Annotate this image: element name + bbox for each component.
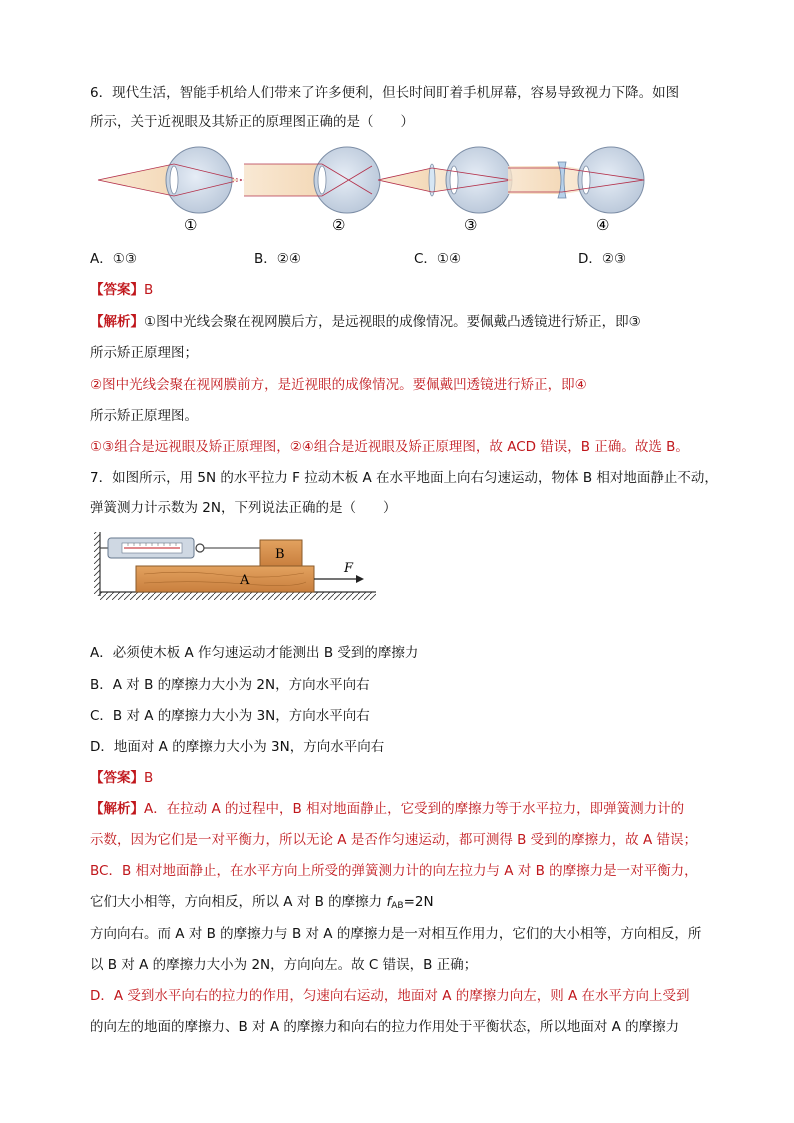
q6-option-c: C．①④ bbox=[414, 251, 462, 267]
q6-answer bbox=[90, 280, 710, 300]
eye-diagram-4 bbox=[508, 147, 644, 234]
q7-analysis-line4 bbox=[90, 892, 710, 916]
q7-analysis-label: 【解析】 bbox=[90, 801, 144, 817]
q7-friction-diagram bbox=[94, 528, 384, 608]
q7-analysis-line5: 方向向右。而 A 对 B 的摩擦力与 B 对 A 的摩擦力是一对相互作用力，它们的大小相等，方向相反，所 bbox=[90, 926, 702, 942]
q7-answer-value: B bbox=[144, 770, 154, 786]
q7-analysis-line4-pre: 它们大小相等，方向相反，所以 A 对 B 的摩擦力 bbox=[90, 894, 387, 910]
eye-diagram-4-label: ④ bbox=[596, 216, 610, 234]
block-b bbox=[260, 540, 302, 566]
q6-eye-diagrams bbox=[94, 142, 654, 238]
board-a-label: A bbox=[240, 573, 250, 588]
q7-option-c: C．B 对 A 的摩擦力大小为 3N，方向水平向右 bbox=[90, 708, 370, 724]
spring-scale bbox=[100, 538, 260, 558]
q6-answer-label: 【答案】 bbox=[90, 282, 144, 298]
q6-option-d: D．②③ bbox=[578, 251, 627, 267]
eye-diagram-3-label: ③ bbox=[464, 216, 478, 234]
q7-analysis-line6: 以 B 对 A 的摩擦力大小为 2N，方向向左。故 C 错误，B 正确； bbox=[90, 957, 478, 973]
force-label: F bbox=[344, 561, 354, 576]
q6-analysis-line1 bbox=[90, 312, 710, 332]
q7-analysis-line3: BC．B 相对地面静止，在水平方向上所受的弹簧测力计的向左拉力与 A 对 B 的摩擦力是一对平衡力， bbox=[90, 863, 698, 879]
ground bbox=[100, 592, 376, 600]
q6-analysis-line3: ②图中光线会聚在视网膜前方，是近视眼的成像情况。要佩戴凹透镜进行矫正，即④ bbox=[90, 377, 587, 393]
q7-stem-line2: 弹簧测力计示数为 2N，下列说法正确的是（ ） bbox=[90, 500, 397, 516]
q7-analysis-line4-post: =2N bbox=[403, 894, 434, 910]
q7-friction-subscript: AB bbox=[391, 901, 404, 911]
q6-analysis-line2: 所示矫正原理图； bbox=[90, 345, 198, 361]
eye-diagram-3 bbox=[378, 147, 512, 234]
force-arrow bbox=[314, 561, 364, 583]
q7-analysis-line2: 示数，因为它们是一对平衡力，所以无论 A 是否作匀速运动，都可测得 B 受到的摩擦力，故 A 错误； bbox=[90, 832, 697, 848]
q7-option-a: A．必须使木板 A 作匀速运动才能测出 B 受到的摩擦力 bbox=[90, 645, 419, 661]
board-a bbox=[136, 566, 314, 592]
q7-analysis-line7: D．A 受到水平向右的拉力的作用，匀速向右运动，地面对 A 的摩擦力向左，则 A 在水平方向上受到 bbox=[90, 988, 690, 1004]
q6-analysis-text1: ①图中光线会聚在视网膜后方，是远视眼的成像情况。要佩戴凸透镜进行矫正，即③ bbox=[144, 314, 641, 330]
q6-stem-line2: 所示，关于近视眼及其矫正的原理图正确的是（ ） bbox=[90, 114, 414, 130]
q7-friction-symbol: f bbox=[386, 894, 392, 910]
q7-option-d: D．地面对 A 的摩擦力大小为 3N，方向水平向右 bbox=[90, 739, 385, 755]
q7-answer-label: 【答案】 bbox=[90, 770, 144, 786]
eye-diagram-1 bbox=[98, 147, 244, 234]
q7-option-b: B．A 对 B 的摩擦力大小为 2N，方向水平向右 bbox=[90, 677, 370, 693]
q6-option-b: B．②④ bbox=[254, 251, 301, 267]
q6-answer-value: B bbox=[144, 282, 154, 298]
q6-analysis-line4: 所示矫正原理图。 bbox=[90, 408, 198, 424]
eye-diagram-2-label: ② bbox=[332, 216, 346, 234]
block-b-label: B bbox=[275, 547, 285, 562]
eye-diagram-2 bbox=[244, 147, 380, 234]
q6-stem-line1: 6．现代生活，智能手机给人们带来了许多便利，但长时间盯着手机屏幕，容易导致视力下降。如图 bbox=[90, 85, 680, 101]
eye-diagram-1-label: ① bbox=[184, 216, 198, 234]
q7-stem-line1: 7．如图所示，用 5N 的水平拉力 F 拉动木板 A 在水平地面上向右匀速运动，物体 B 相对地面静止不动， bbox=[90, 470, 718, 486]
q6-analysis-label: 【解析】 bbox=[90, 314, 144, 330]
q6-option-a: A．①③ bbox=[90, 251, 137, 267]
q7-answer bbox=[90, 768, 710, 788]
q7-analysis-line1 bbox=[90, 799, 710, 819]
wall bbox=[94, 532, 100, 596]
q7-analysis-line8: 的向左的地面的摩擦力、B 对 A 的摩擦力和向右的拉力作用处于平衡状态，所以地面对 A 的摩擦力 bbox=[90, 1019, 680, 1035]
q6-analysis-line5: ①③组合是远视眼及矫正原理图，②④组合是近视眼及矫正原理图，故 ACD 错误，B 正确。故选 B。 bbox=[90, 439, 689, 455]
q7-analysis-text1: A．在拉动 A 的过程中，B 相对地面静止，它受到的摩擦力等于水平拉力，即弹簧测力计的 bbox=[144, 801, 685, 817]
